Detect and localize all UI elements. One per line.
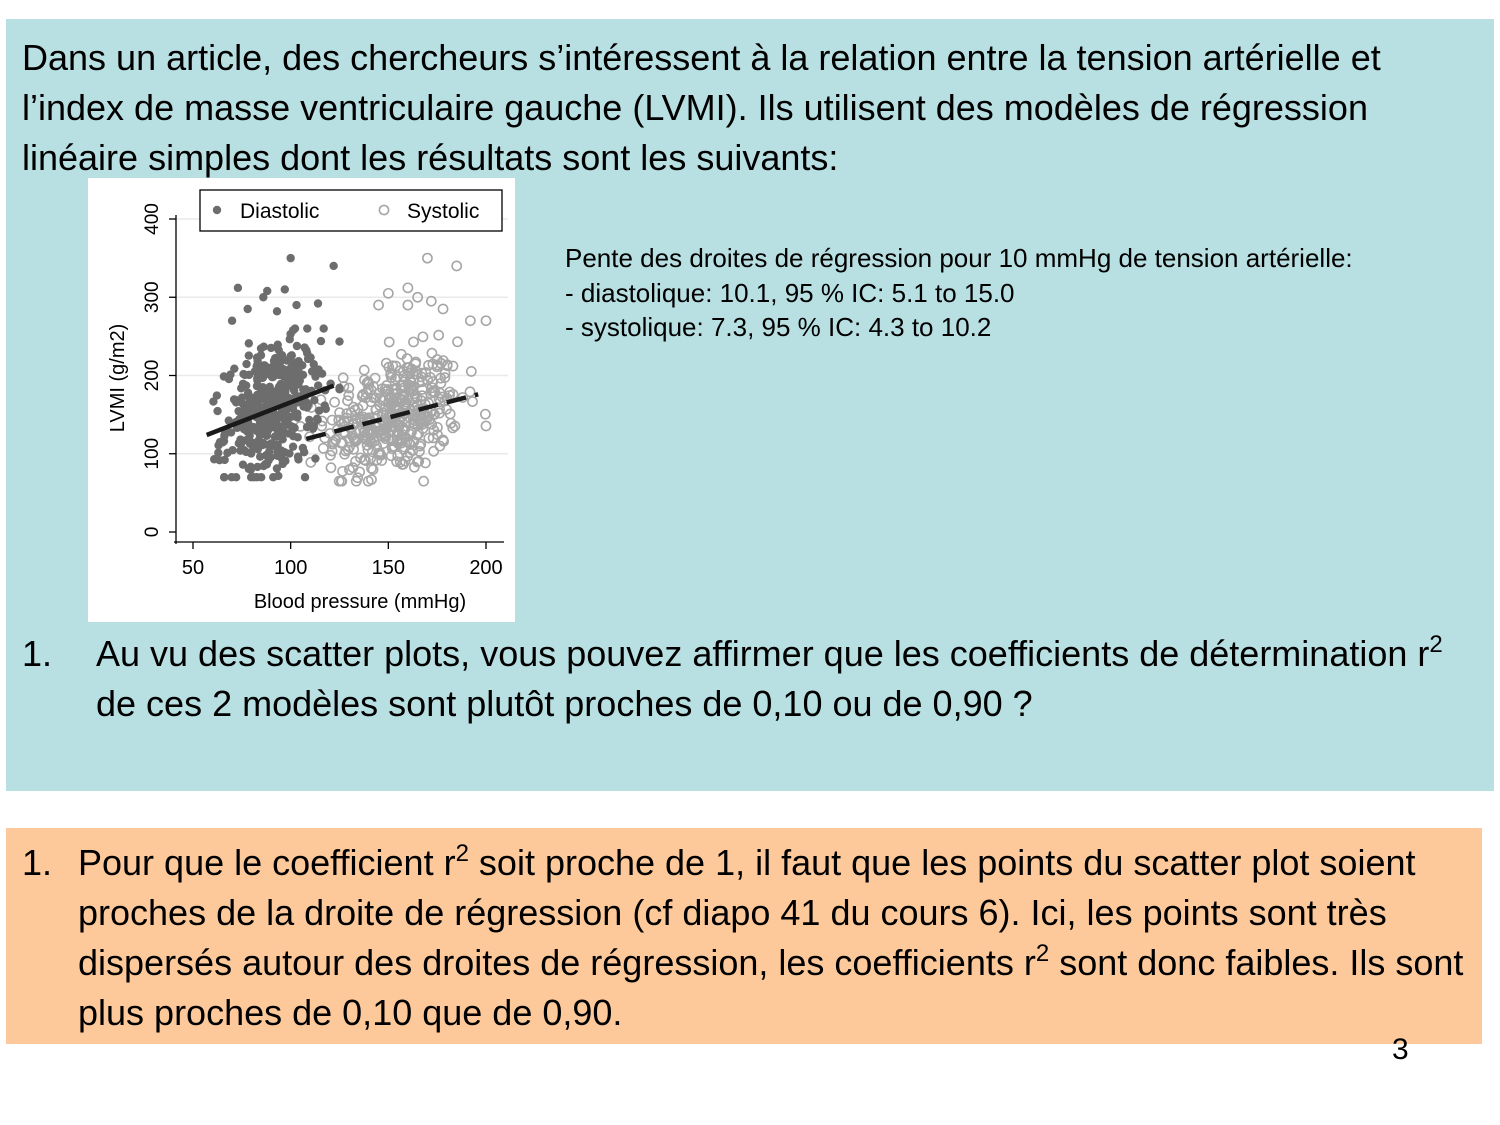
diastolic-point	[236, 446, 244, 454]
diastolic-point	[310, 368, 318, 376]
systolic-point	[427, 349, 436, 358]
systolic-point	[385, 337, 394, 346]
answer-text-part2: soit proche de 1, il faut que les points du scatter plot soient proches de la droite de régression (cf diapo 41 du cours 6). Ici, les points sont très dispersés autour des droites de régression, les coefficients r	[78, 842, 1416, 983]
diastolic-point	[311, 454, 319, 462]
diastolic-point	[245, 426, 253, 434]
diastolic-point	[274, 341, 282, 349]
systolic-point	[364, 477, 373, 486]
slope-note-heading: Pente des droites de régression pour 10 mmHg de tension artérielle:	[565, 243, 1353, 273]
diastolic-point	[293, 342, 301, 350]
question-box	[6, 19, 1494, 791]
legend	[200, 190, 502, 231]
diastolic-point	[244, 402, 252, 410]
diastolic-point	[210, 455, 218, 463]
diastolic-point	[261, 460, 269, 468]
diastolic-points	[209, 254, 344, 481]
systolic-point	[403, 300, 412, 309]
legend-label-diastolic: Diastolic	[240, 200, 320, 223]
diastolic-point	[209, 397, 217, 405]
diastolic-point	[259, 293, 267, 301]
systolic-point	[452, 261, 461, 270]
diastolic-point	[252, 362, 260, 370]
diastolic-point	[219, 438, 227, 446]
y-tick-label: 0	[142, 526, 163, 538]
diastolic-point	[300, 343, 308, 351]
systolic-point	[481, 421, 490, 430]
diastolic-point	[275, 368, 283, 376]
diastolic-point	[272, 423, 280, 431]
systolic-point	[434, 331, 443, 340]
systolic-point	[330, 398, 339, 407]
y-tick-label: 100	[142, 437, 163, 470]
diastolic-point	[283, 356, 291, 364]
diastolic-point	[314, 299, 322, 307]
question-text-part1: Au vu des scatter plots, vous pouvez affirmer que les coefficients de détermination r	[96, 633, 1430, 674]
diastolic-point	[274, 413, 282, 421]
systolic-point	[448, 361, 457, 370]
systolic-point	[467, 367, 476, 376]
diastolic-point	[273, 307, 281, 315]
diastolic-point	[242, 360, 250, 368]
systolic-point	[453, 337, 462, 346]
y-tick-label: 200	[142, 359, 163, 392]
diastolic-point	[292, 358, 300, 366]
diastolic-point	[273, 464, 281, 472]
diastolic-point	[289, 404, 297, 412]
legend-marker-diastolic	[213, 206, 221, 214]
diastolic-point	[289, 377, 297, 385]
systolic-point	[438, 304, 447, 313]
systolic-point	[355, 467, 364, 476]
diastolic-point	[285, 429, 293, 437]
systolic-point	[419, 477, 428, 486]
diastolic-point	[234, 284, 242, 292]
diastolic-point	[292, 301, 300, 309]
diastolic-point	[268, 373, 276, 381]
systolic-point	[481, 316, 490, 325]
diastolic-point	[283, 421, 291, 429]
diastolic-point	[294, 453, 302, 461]
regression-slopes-note	[565, 241, 1385, 345]
systolic-point	[326, 463, 335, 472]
legend-label-systolic: Systolic	[407, 200, 480, 223]
systolic-points	[296, 254, 491, 486]
diastolic-point	[285, 449, 293, 457]
diastolic-point	[281, 285, 289, 293]
x-tick-label: 100	[273, 557, 308, 579]
diastolic-point	[294, 433, 302, 441]
answer-text-part1: Pour que le coefficient r	[78, 842, 456, 883]
x-tick-label: 50	[181, 557, 205, 579]
systolic-point	[339, 373, 348, 382]
diastolic-point	[243, 305, 251, 313]
systolic-point	[429, 447, 438, 456]
diastolic-point	[322, 405, 330, 413]
diastolic-point	[253, 439, 261, 447]
diastolic-point	[329, 262, 337, 270]
y-axis-title: LVMI (g/m2)	[107, 323, 129, 433]
slope-note-systolic: - systolique: 7.3, 95 % IC: 4.3 to 10.2	[565, 312, 992, 342]
superscript-2: 2	[455, 840, 469, 867]
diastolic-point	[299, 444, 307, 452]
diastolic-point	[232, 473, 240, 481]
diastolic-point	[241, 371, 249, 379]
systolic-point	[481, 410, 490, 419]
systolic-point	[403, 283, 412, 292]
answer-number: 1.	[22, 842, 53, 883]
diastolic-point	[335, 337, 343, 345]
systolic-point	[409, 337, 418, 346]
x-tick-label: 150	[371, 557, 406, 579]
diastolic-point	[304, 400, 312, 408]
systolic-point	[360, 365, 369, 374]
diastolic-point	[274, 472, 282, 480]
question-number: 1.	[22, 633, 53, 674]
diastolic-point	[291, 324, 299, 332]
diastolic-point	[313, 416, 321, 424]
diastolic-point	[239, 380, 247, 388]
diastolic-point	[303, 324, 311, 332]
diastolic-point	[245, 351, 253, 359]
intro-text: Dans un article, des chercheurs s’intéressent à la relation entre la tension artérielle et l’index de masse ventriculaire gauche (LVMI). Ils utilisent des modèles de régression linéaire simples dont les résultats sont les suivants:	[22, 37, 1381, 178]
diastolic-point	[317, 337, 325, 345]
diastolic-point	[296, 372, 304, 380]
y-tick-label: 400	[142, 203, 163, 235]
systolic-point	[423, 254, 432, 263]
y-tick-label: 300	[142, 281, 163, 314]
superscript-2: 2	[1429, 631, 1443, 658]
systolic-point	[466, 316, 475, 325]
diastolic-point	[246, 464, 254, 472]
diastolic-point	[253, 473, 261, 481]
question-text	[96, 629, 1474, 729]
slope-note-diastolic: - diastolique: 10.1, 95 % IC: 5.1 to 15.0	[565, 277, 1015, 308]
systolic-point	[418, 332, 427, 341]
diastolic-point	[228, 317, 236, 325]
scatter-chart-panel	[88, 178, 515, 622]
systolic-point	[374, 300, 383, 309]
diastolic-point	[275, 388, 283, 396]
diastolic-point	[268, 363, 276, 371]
page-number: 3	[1392, 1033, 1409, 1066]
diastolic-point	[254, 425, 262, 433]
x-axis-title: Blood pressure (mmHg)	[253, 591, 467, 613]
diastolic-point	[319, 324, 327, 332]
diastolic-point	[273, 440, 281, 448]
diastolic-point	[245, 339, 253, 347]
diastolic-point	[257, 387, 265, 395]
diastolic-point	[281, 457, 289, 465]
diastolic-point	[225, 375, 233, 383]
systolic-point	[468, 397, 477, 406]
diastolic-point	[247, 449, 255, 457]
scatter-chart	[88, 178, 515, 622]
diastolic-point	[242, 436, 250, 444]
diastolic-point	[213, 407, 221, 415]
diastolic-point	[301, 473, 309, 481]
diastolic-point	[220, 473, 228, 481]
answer-box	[6, 828, 1482, 1044]
diastolic-point	[223, 449, 231, 457]
diastolic-point	[335, 385, 343, 393]
diastolic-point	[247, 394, 255, 402]
answer-text	[78, 838, 1468, 1038]
diastolic-point	[262, 451, 270, 459]
superscript-2: 2	[1035, 940, 1050, 967]
x-tick-label: 200	[469, 557, 503, 579]
systolic-point	[319, 444, 328, 453]
question-text-part2: de ces 2 modèles sont plutôt proches de 0,10 ou de 0,90 ?	[96, 683, 1033, 724]
answer-text-part3: sont donc faibles. Ils sont plus proches de 0,10 que de 0,90.	[78, 942, 1464, 1033]
diastolic-point	[286, 254, 294, 262]
